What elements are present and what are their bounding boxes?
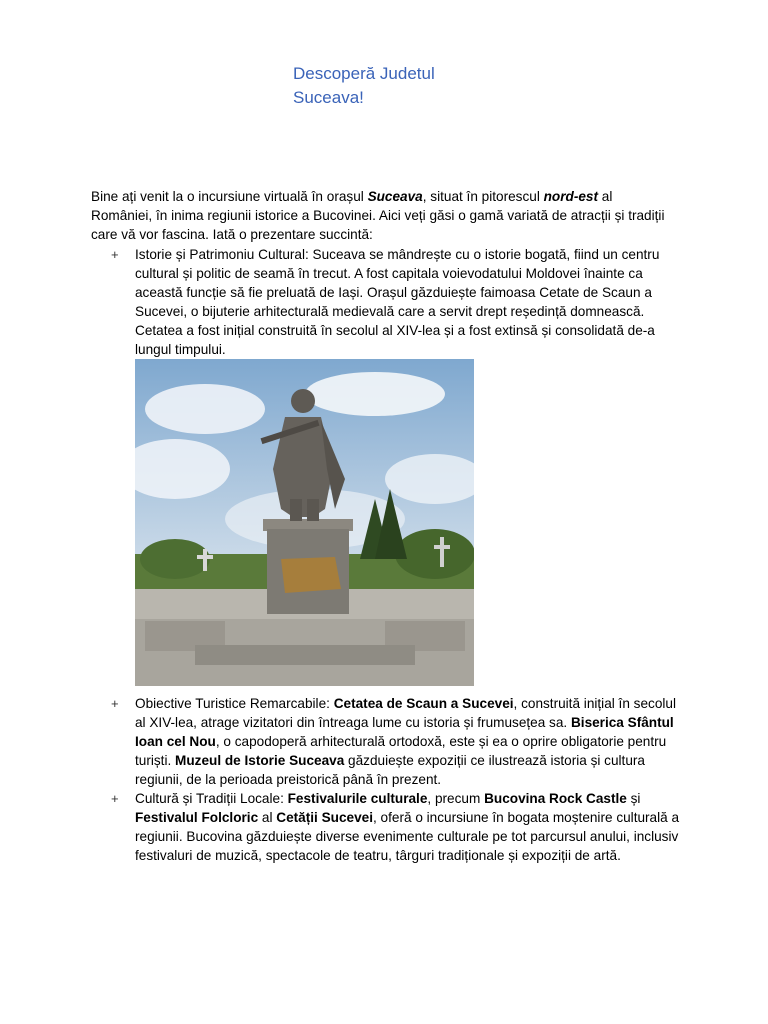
intro-direction: nord-est (543, 189, 598, 204)
plus-bullet-icon: + (111, 696, 119, 711)
plus-bullet-icon: + (111, 791, 119, 806)
text: , oferă o incursiune în bogata moștenire culturală a regiunii. Bucovina găzduiește diverse evenimente culturale pe tot parcursul anului, inclusiv festivaluri de muzică, spectacole de teatru, târguri tradiționale și expoziții de artă. (135, 810, 680, 863)
intro-text: Bine ați venit la o incursiune virtuală în orașul (91, 189, 368, 204)
bold-text: Cetății Sucevei (276, 810, 373, 825)
bold-text: Biserica Sfântul Ioan cel Nou (135, 715, 674, 749)
bold-text: Cetatea de Scaun a Sucevei (333, 696, 514, 711)
history-text: Istorie și Patrimoniu Cultural: Suceava se mândrește cu o istorie bogată, fiind un centru cultural și politic de seamă în trecut. A fost capitala voievodatului Moldovei înainte ca această funcție să fie preluată de Iași. Orașul găzduiește faimoasa Cetate de Scaun a Sucevei, o bijuterie arhitecturală medievală care a servit drept reședință domnească. Cetatea a fost inițial construită în secolul al XIV-lea și a fost extinsă și consolidată de-a lungul timpului. (135, 247, 660, 357)
photo-container (135, 359, 681, 686)
text: al (258, 810, 277, 825)
page-title (293, 62, 435, 110)
bold-text: Bucovina Rock Castle (484, 791, 627, 806)
plus-bullet-icon: + (111, 247, 119, 262)
list-item (91, 789, 681, 865)
list-item (91, 694, 681, 789)
title-line-2: Suceava! (293, 88, 364, 107)
bold-text: Muzeul de Istorie Suceava (175, 753, 345, 768)
intro-city: Suceava (367, 189, 423, 204)
list-item (91, 245, 681, 686)
text: , o capodoperă arhitecturală ortodoxă, este și ea o oprire obligatorie pentru turiști. (135, 734, 667, 768)
title-line-1: Descoperă Judetul (293, 64, 435, 83)
statue-photo (135, 359, 474, 686)
intro-text: , situat în pitorescul (422, 189, 544, 204)
text: Cultură și Tradiții Locale: (135, 791, 288, 806)
attractions-list (91, 245, 681, 865)
bold-text: Festivalurile culturale (287, 791, 428, 806)
text: găzduiește expoziții ce ilustrează istoria și cultura regiunii, de la perioada preistorică până în prezent. (135, 753, 645, 787)
intro-paragraph (91, 187, 676, 244)
intro-text: al României, în inima regiunii istorice a Bucovinei. Aici veți găsi o gamă variată de atracții și tradiții care vă vor fascina. Iată o prezentare succintă: (91, 189, 665, 242)
text: și (626, 791, 641, 806)
text: , construită inițial în secolul al XIV-lea, atrage vizitatori din întreaga lume cu istoria și frumusețea sa. (135, 696, 676, 730)
text: , precum (427, 791, 485, 806)
text: Obiective Turistice Remarcabile: (135, 696, 334, 711)
bold-text: Festivalul Folcloric (135, 810, 259, 825)
